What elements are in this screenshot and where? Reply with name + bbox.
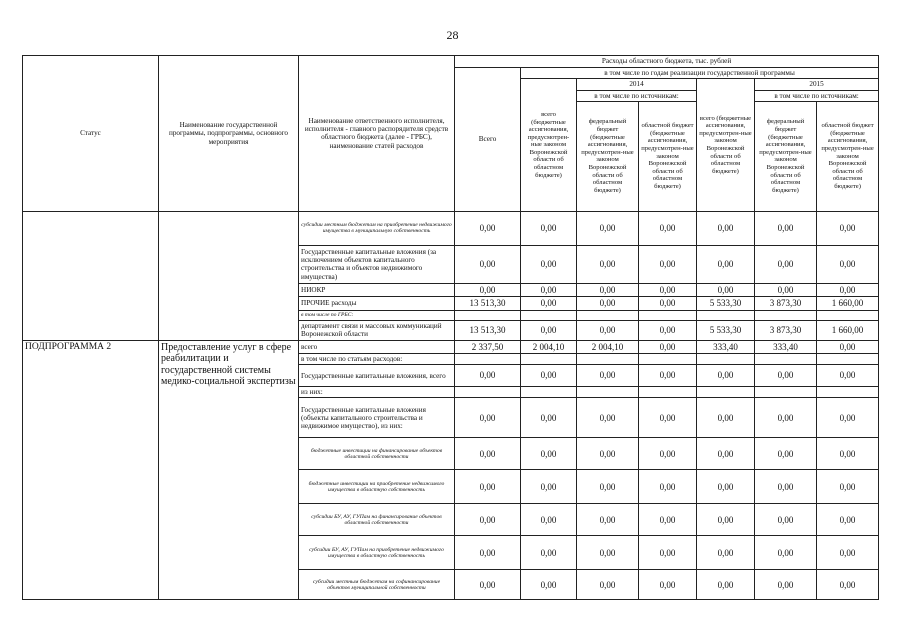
- row-value: 0,00: [577, 570, 639, 600]
- row-label: субсидии БУ, АУ, ГУПам на приобретение недвижимого имущества в областную собственность: [299, 536, 455, 570]
- row-value: 0,00: [521, 283, 577, 296]
- row-value: 333,40: [755, 340, 817, 353]
- row-value: 0,00: [697, 438, 755, 470]
- header-2015-federal: федеральный бюджет (бюджетные ассигнования, предусмотрен-ные законом Воронежской области об областном бюджете): [755, 101, 817, 211]
- row-value: [577, 387, 639, 398]
- row-value: 0,00: [455, 398, 521, 438]
- row-label: НИОКР: [299, 283, 455, 296]
- row-value: 0,00: [639, 365, 697, 387]
- row-value: 0,00: [755, 570, 817, 600]
- row-value: 0,00: [577, 320, 639, 340]
- row-value: [521, 353, 577, 364]
- header-2014-sources: в том числе по источникам:: [577, 90, 697, 101]
- row-value: 0,00: [521, 438, 577, 470]
- header-by-years: в том числе по годам реализации государственной программы: [521, 68, 879, 79]
- row-label: из них:: [299, 387, 455, 398]
- row-value: 0,00: [639, 570, 697, 600]
- subprogram-status: ПОДПРОГРАММА 2: [23, 340, 159, 600]
- row-value: [455, 310, 521, 320]
- row-value: [455, 387, 521, 398]
- row-value: 0,00: [639, 470, 697, 504]
- row-value: [697, 353, 755, 364]
- header-2015-all: всего (бюджетные ассигнования, предусмотрен-ные законом Воронежской области об областном бюджете): [697, 79, 755, 212]
- header-2014-federal: федеральный бюджет (бюджетные ассигнования, предусмотрен-ные законом Воронежской области об областном бюджете): [577, 101, 639, 211]
- row-value: 0,00: [697, 470, 755, 504]
- row-label: субсидии местным бюджетам на приобретение недвижимого имущества в муниципальную собственность: [299, 211, 455, 245]
- row-value: 0,00: [697, 398, 755, 438]
- row-label: Государственные капитальные вложения (объекты капитального строительства и недвижимое имущество), из них:: [299, 398, 455, 438]
- row-value: [697, 387, 755, 398]
- row-value: 0,00: [521, 365, 577, 387]
- row-value: 0,00: [577, 470, 639, 504]
- row-value: 0,00: [455, 283, 521, 296]
- row-value: 0,00: [755, 536, 817, 570]
- row-value: 0,00: [755, 245, 817, 283]
- status-cell-empty: [23, 211, 159, 340]
- header-2015-regional: областной бюджет (бюджетные ассигнования, предусмотрен-ные законом Воронежской области об областном бюджете): [817, 101, 879, 211]
- row-value: 0,00: [577, 297, 639, 310]
- row-value: 0,00: [755, 365, 817, 387]
- subprogram-name: Предоставление услуг в сфере реабилитации и государственной системы медико-социальной экспертизы: [159, 340, 299, 600]
- row-value: [521, 387, 577, 398]
- row-value: 0,00: [639, 504, 697, 536]
- row-value: 1 660,00: [817, 297, 879, 310]
- row-value: 1 660,00: [817, 320, 879, 340]
- row-value: 0,00: [455, 504, 521, 536]
- row-value: 0,00: [521, 570, 577, 600]
- row-value: 2 004,10: [521, 340, 577, 353]
- header-2014-all: всего (бюджетные ассигнования, предусмотрен-ные законом Воронежской области об областном бюджете): [521, 79, 577, 212]
- row-value: 0,00: [639, 438, 697, 470]
- row-value: 0,00: [817, 245, 879, 283]
- row-value: 0,00: [521, 297, 577, 310]
- row-value: [755, 387, 817, 398]
- row-value: [455, 353, 521, 364]
- row-value: 0,00: [639, 536, 697, 570]
- row-value: 0,00: [697, 570, 755, 600]
- row-label: в том числе по ГРБС:: [299, 310, 455, 320]
- row-value: 2 004,10: [577, 340, 639, 353]
- row-value: [817, 353, 879, 364]
- row-value: 0,00: [755, 398, 817, 438]
- row-value: 0,00: [639, 340, 697, 353]
- header-year-2015: 2015: [755, 79, 879, 90]
- row-label: субсидии местным бюджетам на софинансирование объектов муниципальной собственности: [299, 570, 455, 600]
- row-value: [817, 387, 879, 398]
- header-total: Всего: [455, 68, 521, 212]
- row-value: 0,00: [755, 211, 817, 245]
- row-value: 0,00: [639, 297, 697, 310]
- row-value: 0,00: [577, 536, 639, 570]
- row-value: 0,00: [639, 398, 697, 438]
- header-2015-sources: в том числе по источникам:: [755, 90, 879, 101]
- row-value: 0,00: [817, 365, 879, 387]
- row-value: 0,00: [697, 283, 755, 296]
- row-value: 0,00: [521, 470, 577, 504]
- row-value: 0,00: [817, 470, 879, 504]
- row-value: 0,00: [755, 470, 817, 504]
- header-expenses-title: Расходы областного бюджета, тыс. рублей: [455, 56, 879, 68]
- row-value: 0,00: [755, 438, 817, 470]
- row-value: 333,40: [697, 340, 755, 353]
- row-value: 0,00: [697, 536, 755, 570]
- row-value: 0,00: [455, 570, 521, 600]
- row-value: 0,00: [639, 320, 697, 340]
- row-value: 0,00: [817, 438, 879, 470]
- row-value: 3 873,30: [755, 320, 817, 340]
- row-value: 0,00: [455, 470, 521, 504]
- row-value: [817, 310, 879, 320]
- row-label: Государственные капитальные вложения, всего: [299, 365, 455, 387]
- row-value: 0,00: [521, 504, 577, 536]
- row-value: 0,00: [817, 340, 879, 353]
- row-value: [639, 310, 697, 320]
- row-value: 0,00: [577, 398, 639, 438]
- row-value: [521, 310, 577, 320]
- row-value: 0,00: [639, 283, 697, 296]
- row-value: 0,00: [577, 365, 639, 387]
- row-value: 0,00: [755, 504, 817, 536]
- row-value: 0,00: [521, 536, 577, 570]
- row-value: 0,00: [577, 245, 639, 283]
- row-label: бюджетные инвестиции на приобретение недвижимого имущества в областную собственность: [299, 470, 455, 504]
- row-value: 0,00: [697, 504, 755, 536]
- row-value: 0,00: [697, 211, 755, 245]
- row-value: 5 533,30: [697, 297, 755, 310]
- row-value: [577, 353, 639, 364]
- row-value: 0,00: [697, 365, 755, 387]
- row-value: 0,00: [455, 211, 521, 245]
- row-value: 0,00: [817, 504, 879, 536]
- row-value: 2 337,50: [455, 340, 521, 353]
- header-year-2014: 2014: [577, 79, 697, 90]
- header-status: Статус: [23, 56, 159, 212]
- row-value: 0,00: [697, 245, 755, 283]
- row-value: 3 873,30: [755, 297, 817, 310]
- row-label: субсидии БУ, АУ, ГУПам на финансирование объектов областной собственности: [299, 504, 455, 536]
- row-value: 0,00: [577, 504, 639, 536]
- header-executor: Наименование ответственного исполнителя, исполнителя - главного распорядителя средств областного бюджета (далее - ГРБС), наименование статей расходов: [299, 56, 455, 212]
- row-value: 0,00: [755, 283, 817, 296]
- row-label: ПРОЧИЕ расходы: [299, 297, 455, 310]
- row-label: всего: [299, 340, 455, 353]
- row-value: 13 513,30: [455, 320, 521, 340]
- row-value: 0,00: [577, 438, 639, 470]
- program-cell-empty: [159, 211, 299, 340]
- header-2014-regional: областной бюджет (бюджетные ассигнования, предусмотрен-ные законом Воронежской области об областном бюджете): [639, 101, 697, 211]
- row-value: 13 513,30: [455, 297, 521, 310]
- row-value: 0,00: [521, 245, 577, 283]
- row-value: [755, 353, 817, 364]
- row-value: 0,00: [639, 245, 697, 283]
- row-label: бюджетные инвестиции на финансирование объектов областной собственности: [299, 438, 455, 470]
- row-value: 0,00: [817, 398, 879, 438]
- row-value: [755, 310, 817, 320]
- row-value: 0,00: [817, 570, 879, 600]
- row-value: 5 533,30: [697, 320, 755, 340]
- row-value: 0,00: [521, 320, 577, 340]
- row-value: 0,00: [455, 245, 521, 283]
- row-value: 0,00: [521, 398, 577, 438]
- row-value: 0,00: [817, 211, 879, 245]
- row-value: 0,00: [577, 211, 639, 245]
- row-value: 0,00: [577, 283, 639, 296]
- row-value: [639, 387, 697, 398]
- row-value: [639, 353, 697, 364]
- row-value: [697, 310, 755, 320]
- row-value: 0,00: [521, 211, 577, 245]
- row-value: 0,00: [455, 536, 521, 570]
- row-label: департамент связи и массовых коммуникаций Воронежской области: [299, 320, 455, 340]
- row-label: в том числе по статьям расходов:: [299, 353, 455, 364]
- row-value: [577, 310, 639, 320]
- row-value: 0,00: [455, 365, 521, 387]
- page-number: 28: [446, 28, 459, 42]
- row-value: 0,00: [817, 536, 879, 570]
- budget-table: [22, 55, 879, 600]
- header-program-name: Наименование государственной программы, подпрограммы, основного мероприятия: [159, 56, 299, 212]
- row-value: 0,00: [817, 283, 879, 296]
- row-value: 0,00: [639, 211, 697, 245]
- row-value: 0,00: [455, 438, 521, 470]
- row-label: Государственные капитальные вложения (за исключением объектов капитального строительства и объектов недвижимого имущества): [299, 245, 455, 283]
